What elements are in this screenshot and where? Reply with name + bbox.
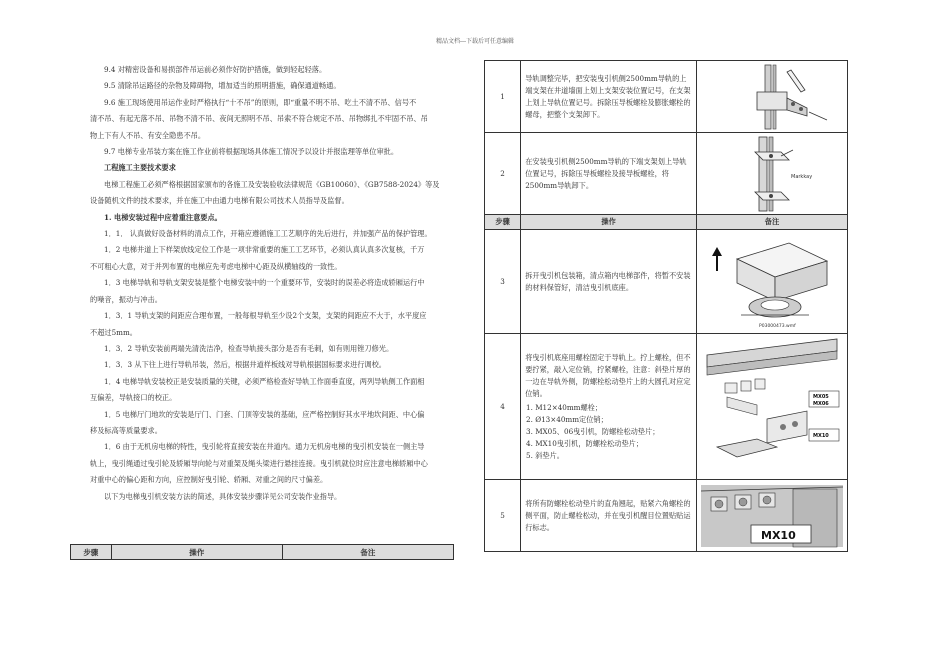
paragraph: 的噪音，振动与冲击。 [90, 294, 162, 304]
page-header-note: 精品文档---下载后可任意编辑 [435, 38, 515, 45]
paragraph: 1．1． 认真做好设备材料的清点工作，开箱应遵循施工工艺顺序的先后进行，并加强产品的保护管理。 [104, 229, 432, 239]
paragraph: 1．6 由于无机房电梯的特性，曳引轮将直接安装在井道内。通力无机房电梯的曳引机安装在一侧主导 [104, 442, 425, 452]
step-illustration [696, 61, 847, 133]
machine-base-illustration [697, 481, 847, 551]
paragraph: 1．3．2 导轨安装前两端先清洗洁净，检查导轨接头部分是否有毛刺，如有则用锉刀修光。 [104, 343, 394, 353]
step-number: 5 [485, 480, 521, 552]
step-description: 拆开曳引机包装箱，清点箱内电梯部件，将暂不安装的材料保管好，清洁曳引机底座。 [521, 230, 697, 334]
step-illustration [696, 334, 847, 480]
step-text: 将曳引机底座用螺栓固定于导轨上。拧上螺栓，但不要拧紧，敲入定位销，拧紧螺栓，注意：斜垫片厚的一边在导轨外侧，防螺栓松动垫片上的大圆孔对应定位销。 [525, 352, 691, 398]
paragraph: 9.4 对精密设备和易损部件吊运前必须作好防护措施，做到轻起轻落。 [104, 65, 327, 74]
col-header-remark: 备注 [282, 545, 453, 560]
step-description: 将所有防螺栓松动垫片的直角翘起，贴紧六角螺栓的侧平面，防止螺栓松动，并在曳引机醒目位置贴贴运行标志。 [521, 480, 697, 552]
list-item: 4. MX10曳引机，防螺栓松动垫片； [535, 438, 692, 450]
step-illustration [696, 480, 847, 552]
table-row [485, 334, 848, 480]
paragraph: 物上下有人不吊、有安全隐患不吊。 [90, 130, 206, 140]
rail-illustration [697, 134, 847, 214]
section-heading: 1. 电梯安装过程中应着重注意要点。 [104, 212, 222, 222]
list-item: 3. MX05、06曳引机，防螺栓松动垫片； [535, 426, 692, 438]
paragraph: 1．3．3 从下往上进行导轨吊装，然后，根据井道样板线对导轨根据国标要求进行调校。 [104, 360, 386, 370]
list-item: 1. M12×40mm螺栓； [535, 402, 692, 414]
step-number: 2 [485, 133, 521, 215]
paragraph: 清不吊、有起无落不吊、吊物不清不吊、夜间无照明不吊、吊索不符合规定不吊、吊物绑扎不牢固不吊、吊 [90, 114, 428, 124]
machine-box-illustration [697, 231, 847, 333]
left-text-column [90, 62, 454, 505]
col-header-remark: 备注 [696, 215, 847, 230]
paragraph: 9.5 清除吊运路径的杂物及障碍物，增加适当的照明措施，确保通道畅通。 [104, 81, 341, 91]
paragraph: 1．4 电梯导轨安装校正是安装质量的关键，必须严格检查好导轨工作面垂直度，两列导轨侧工作面相 [104, 376, 425, 386]
paragraph: 1．3 电梯导轨和导轨支架安装是整个电梯安装中的一个重要环节，安装时的误差必将造成轿厢运行中 [104, 278, 425, 288]
paragraph: 移及标高等质量要求。 [90, 425, 162, 435]
paragraph: 1．5 电梯厅门地坎的安装是厅门、门套、门顶等安装的基础，应严格控制好其水平地坎间距、中心偏 [104, 409, 425, 419]
illustration-label: MX06 [812, 400, 829, 407]
paragraph: 电梯工程施工必须严格根据国家颁布的各施工及安装验收法律规范《GB10060》、《GB7588-2024》等及 [104, 179, 440, 189]
step-number: 3 [485, 230, 521, 334]
list-item: 5. 斜垫片。 [535, 450, 692, 462]
illustration-label: MX10 [760, 528, 796, 542]
step-description: 在安装曳引机侧2500mm导轨的下端支架划上导轨位置记号，拆除压导板螺栓及接导板螺栓，将2500mm导轨卸下。 [521, 133, 697, 215]
illustration-label: Markkay [790, 173, 813, 180]
left-steps-table [70, 544, 454, 560]
bolt-illustration [697, 335, 847, 479]
col-header-step: 步骤 [485, 215, 521, 230]
col-header-operation: 操作 [521, 215, 697, 230]
paragraph: 不可粗心大意，对于并列布置的电梯应先考虑电梯中心距及纵横轴线的一致性。 [90, 261, 342, 271]
table-row [485, 133, 848, 215]
col-header-step: 步骤 [71, 545, 112, 560]
step-illustration [696, 230, 847, 334]
paragraph: 以下为电梯曳引机安装方法的简述，具体安装步骤详见公司安装作业指导。 [104, 491, 342, 501]
paragraph: 设备随机文件的技术要求，并在施工中由通力电梯有限公司技术人员指导及监督。 [90, 196, 349, 206]
illustration-label: P03000473.wmf [758, 323, 796, 329]
table-row [485, 61, 848, 133]
step-description [521, 334, 697, 480]
col-header-operation: 操作 [111, 545, 282, 560]
paragraph: 1．2 电梯井道上下样架放线定位工作是一项非常重要的施工工艺环节，必须认真认真多次复核，千万 [104, 245, 425, 255]
paragraph: 轨上，曳引绳通过曳引轮及轿厢导向轮与对重架及绳头梁进行悬挂连接。曳引机就位时应注意电梯轿厢中心 [90, 458, 428, 468]
illustration-label: MX10 [812, 432, 829, 439]
bracket-illustration [697, 62, 847, 132]
table-row [485, 230, 848, 334]
section-heading: 工程施工主要技术要求 [104, 163, 176, 173]
list-item: 2. Ø13×40mm定位销； [535, 414, 692, 426]
paragraph: 9.7 电梯专业吊装方案在施工作业前将根据现场具体施工情况予以设计并报监理等单位审批。 [104, 147, 399, 157]
illustration-label: MX05 [812, 393, 829, 400]
table-row [485, 480, 848, 552]
step-number: 4 [485, 334, 521, 480]
paragraph: 9.6 施工现场使用吊运作业时严格执行“十不吊”的原则，即“重量不明不吊、吃土不清不吊、信号不 [104, 97, 417, 107]
right-steps-table [484, 60, 848, 552]
paragraph: 1．3．1 导轨支架的间距应合理布置，一般每根导轨至少设2个支架，支架的间距应不大于，水平度应 [104, 311, 427, 321]
paragraph: 不超过5mm。 [90, 327, 137, 337]
step-illustration [696, 133, 847, 215]
paragraph: 对重中心的偏心距和方向，应控制好曳引轮、轿厢、对重之间的尺寸偏差。 [90, 475, 328, 485]
paragraph: 互偏差，导轨接口的校正。 [90, 393, 177, 403]
step-description: 导轨调整完毕，把安装曳引机侧2500mm导轨的上端支架在井道墙面上划上支架安装位置记号，在支架上划上导轨位置记号。拆除压导板螺栓及膨胀螺栓的螺母，把整个支架卸下。 [521, 61, 697, 133]
step-number: 1 [485, 61, 521, 133]
